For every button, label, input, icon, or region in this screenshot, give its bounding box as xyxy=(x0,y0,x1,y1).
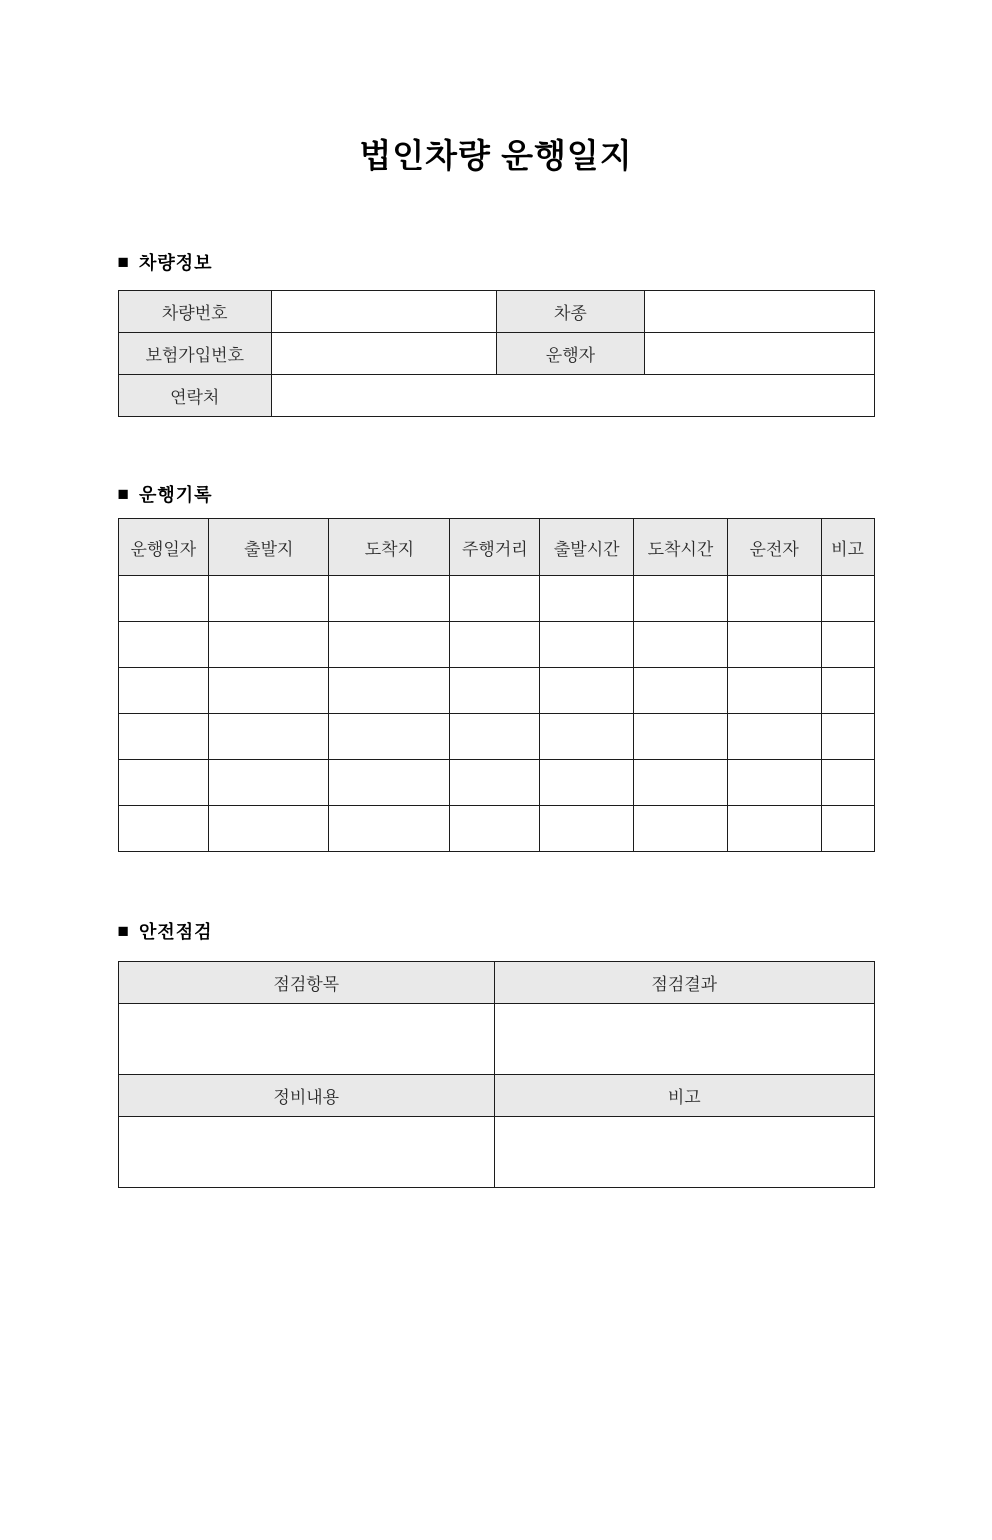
log-cell[interactable] xyxy=(329,622,450,668)
col-header-departure-time: 출발시간 xyxy=(540,519,634,576)
log-cell[interactable] xyxy=(450,806,540,852)
vehicle-type-field[interactable] xyxy=(644,290,874,332)
square-bullet-icon: ■ xyxy=(117,921,130,943)
table-row xyxy=(118,332,874,374)
table-row xyxy=(118,290,874,332)
table-row xyxy=(118,1003,874,1074)
square-bullet-icon: ■ xyxy=(117,252,130,274)
table-header-row xyxy=(118,961,874,1003)
label-insurance-number: 보험가입번호 xyxy=(118,332,271,374)
log-cell[interactable] xyxy=(118,806,209,852)
label-note: 비고 xyxy=(494,1074,874,1116)
log-cell[interactable] xyxy=(634,760,728,806)
log-cell[interactable] xyxy=(634,714,728,760)
table-row xyxy=(118,1116,874,1187)
log-cell[interactable] xyxy=(540,576,634,622)
log-cell[interactable] xyxy=(450,760,540,806)
log-cell[interactable] xyxy=(821,760,874,806)
log-cell[interactable] xyxy=(450,622,540,668)
maintenance-field[interactable] xyxy=(118,1116,494,1187)
log-cell[interactable] xyxy=(634,576,728,622)
log-cell[interactable] xyxy=(540,668,634,714)
section-driving-log-title: 운행기록 xyxy=(138,484,213,505)
col-header-distance: 주행거리 xyxy=(450,519,540,576)
log-cell[interactable] xyxy=(329,668,450,714)
insurance-number-field[interactable] xyxy=(271,332,496,374)
log-cell[interactable] xyxy=(209,622,329,668)
table-row xyxy=(118,374,874,416)
col-header-destination: 도착지 xyxy=(329,519,450,576)
log-cell[interactable] xyxy=(540,806,634,852)
label-maintenance: 정비내용 xyxy=(118,1074,494,1116)
col-header-note: 비고 xyxy=(821,519,874,576)
log-cell[interactable] xyxy=(118,622,209,668)
label-vehicle-type: 차종 xyxy=(497,290,644,332)
log-cell[interactable] xyxy=(727,714,821,760)
table-row xyxy=(118,760,874,806)
table-row xyxy=(118,622,874,668)
log-cell[interactable] xyxy=(118,576,209,622)
log-cell[interactable] xyxy=(329,806,450,852)
log-cell[interactable] xyxy=(727,806,821,852)
log-cell[interactable] xyxy=(450,576,540,622)
label-check-item: 점검항목 xyxy=(118,961,494,1003)
section-safety-check-title: 안전점검 xyxy=(138,922,213,943)
log-cell[interactable] xyxy=(821,668,874,714)
table-row xyxy=(118,668,874,714)
log-cell[interactable] xyxy=(118,714,209,760)
log-cell[interactable] xyxy=(821,806,874,852)
log-cell[interactable] xyxy=(634,622,728,668)
driver-field[interactable] xyxy=(644,332,874,374)
label-driver: 운행자 xyxy=(497,332,644,374)
log-cell[interactable] xyxy=(209,760,329,806)
log-cell[interactable] xyxy=(727,622,821,668)
document-page xyxy=(118,137,875,1188)
log-cell[interactable] xyxy=(329,714,450,760)
table-header-row xyxy=(118,1074,874,1116)
log-cell[interactable] xyxy=(450,714,540,760)
col-header-origin: 출발지 xyxy=(209,519,329,576)
label-contact: 연락처 xyxy=(118,374,271,416)
section-driving-log-header xyxy=(118,485,875,507)
section-vehicle-info-header xyxy=(118,253,875,275)
log-cell[interactable] xyxy=(727,668,821,714)
check-item-field[interactable] xyxy=(118,1003,494,1074)
log-cell[interactable] xyxy=(540,760,634,806)
log-cell[interactable] xyxy=(821,714,874,760)
table-header-row xyxy=(118,519,874,576)
section-vehicle-info-title: 차량정보 xyxy=(138,252,213,273)
log-cell[interactable] xyxy=(209,714,329,760)
log-cell[interactable] xyxy=(329,760,450,806)
col-header-driver: 운전자 xyxy=(727,519,821,576)
section-safety-check-header xyxy=(118,922,875,944)
log-cell[interactable] xyxy=(634,806,728,852)
contact-field[interactable] xyxy=(271,374,874,416)
vehicle-number-field[interactable] xyxy=(271,290,496,332)
log-cell[interactable] xyxy=(540,714,634,760)
log-cell[interactable] xyxy=(118,668,209,714)
log-cell[interactable] xyxy=(209,576,329,622)
log-cell[interactable] xyxy=(118,760,209,806)
check-result-field[interactable] xyxy=(494,1003,874,1074)
driving-log-body xyxy=(118,576,874,852)
col-header-date: 운행일자 xyxy=(118,519,209,576)
log-cell[interactable] xyxy=(450,668,540,714)
label-vehicle-number: 차량번호 xyxy=(118,290,271,332)
label-check-result: 점검결과 xyxy=(494,961,874,1003)
log-cell[interactable] xyxy=(727,760,821,806)
driving-log-table xyxy=(118,518,875,852)
log-cell[interactable] xyxy=(540,622,634,668)
safety-check-table xyxy=(118,961,875,1188)
square-bullet-icon: ■ xyxy=(117,483,130,505)
log-cell[interactable] xyxy=(209,806,329,852)
log-cell[interactable] xyxy=(821,622,874,668)
log-cell[interactable] xyxy=(634,668,728,714)
col-header-arrival-time: 도착시간 xyxy=(634,519,728,576)
note-field[interactable] xyxy=(494,1116,874,1187)
page-title: 법인차량 운행일지 xyxy=(359,137,633,174)
log-cell[interactable] xyxy=(727,576,821,622)
log-cell[interactable] xyxy=(821,576,874,622)
log-cell[interactable] xyxy=(209,668,329,714)
vehicle-info-table xyxy=(118,290,875,417)
log-cell[interactable] xyxy=(329,576,450,622)
table-row xyxy=(118,806,874,852)
table-row xyxy=(118,714,874,760)
table-row xyxy=(118,576,874,622)
